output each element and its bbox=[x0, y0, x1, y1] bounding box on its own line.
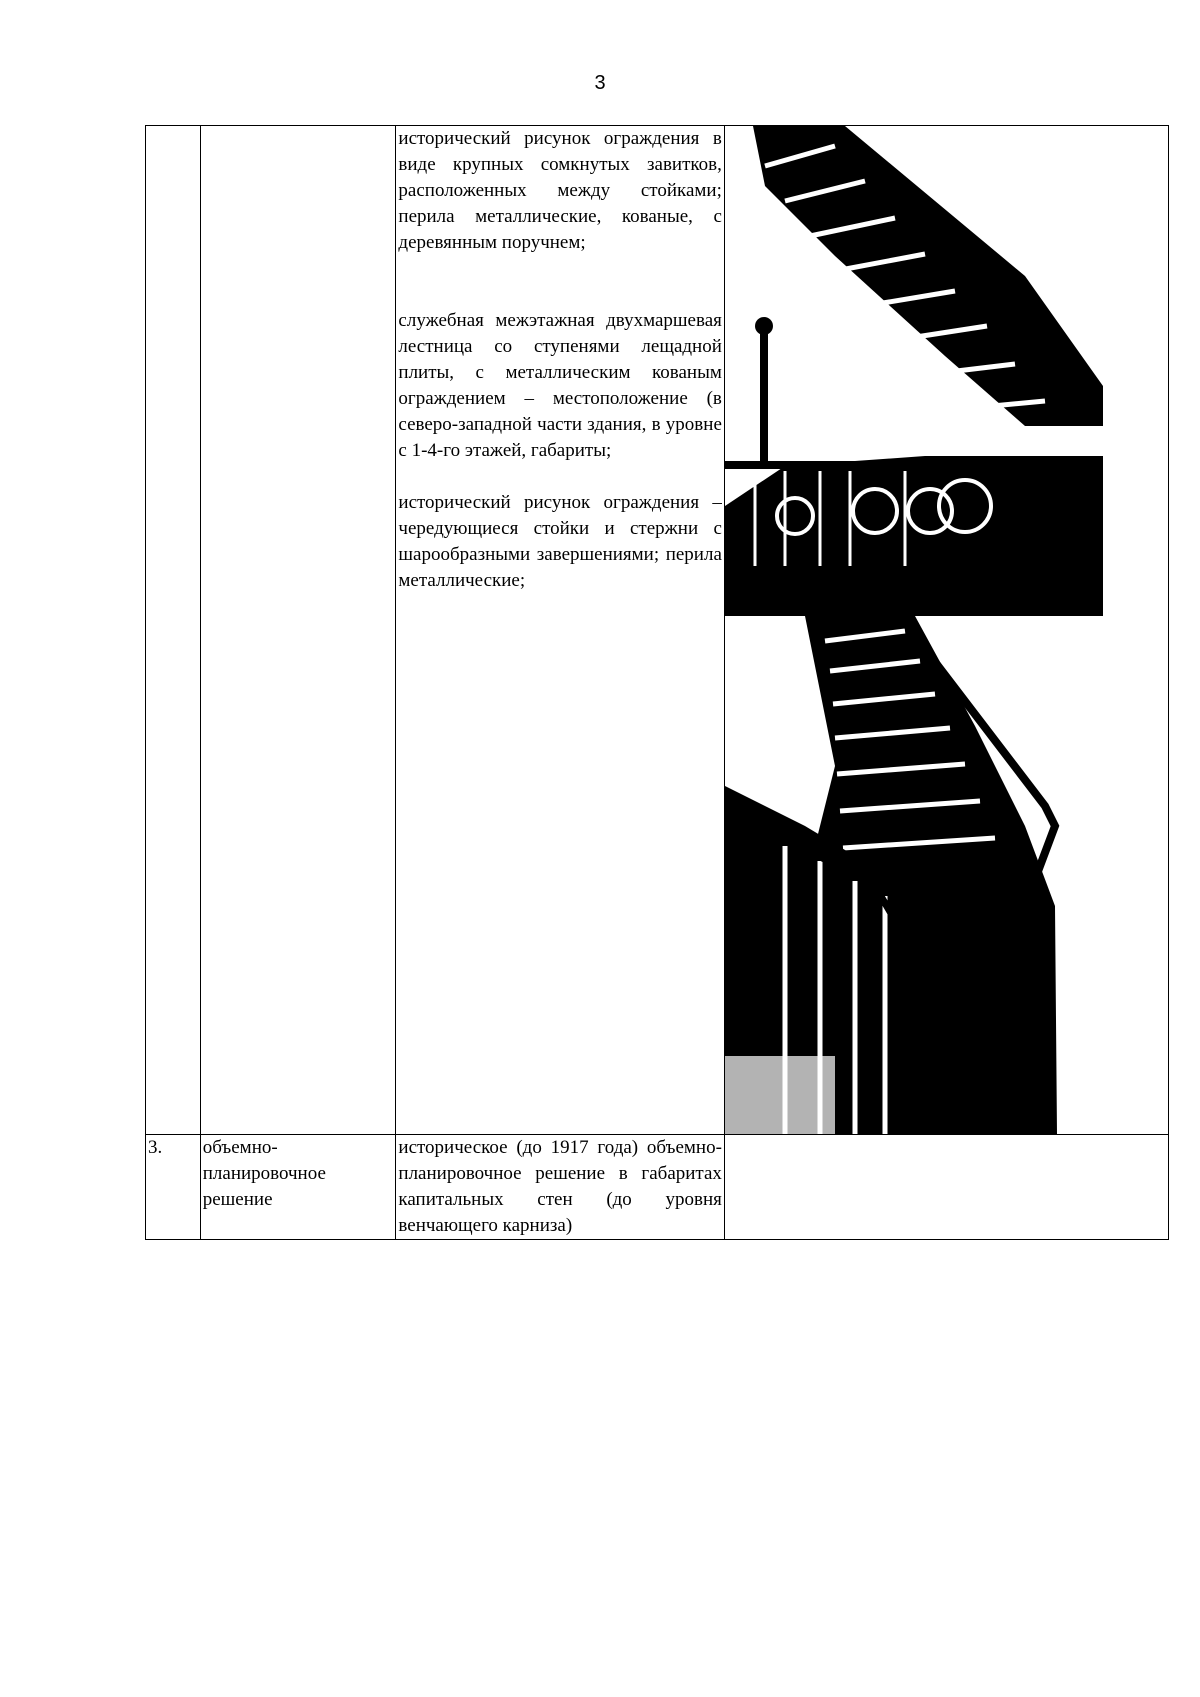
row-photo-cell bbox=[724, 126, 1168, 1135]
row-photo-cell bbox=[724, 1135, 1168, 1240]
table-row bbox=[146, 1135, 1169, 1240]
row-name-cell: объемно-планировочное решение bbox=[200, 1135, 396, 1240]
row-description-cell: историческое (до 1917 года) объемно-планировочное решение в габаритах капитальных стен (до уровня венчающего карниза) bbox=[396, 1135, 724, 1240]
description-paragraph: исторический рисунок ограждения в виде крупных сомкнутых завитков, расположенных между стойками; перила металлические, кованые, с деревянным поручнем; bbox=[398, 128, 722, 253]
staircase-photos bbox=[725, 126, 1161, 1134]
description-paragraph: исторический рисунок ограждения – чередующиеся стойки и стержни с шарообразными завершениями; перила металлические; bbox=[398, 492, 722, 591]
row-number-cell bbox=[146, 126, 201, 1135]
staircase-photo-scroll-railing bbox=[725, 126, 1161, 616]
row-description-cell bbox=[396, 126, 724, 1135]
description-paragraph: служебная межэтажная двухмаршевая лестница со ступенями лещадной плиты, с металлическим кованым ограждением – местоположение (в северо-западной части здания, в уровне с 1-4-го этажей, габариты; bbox=[398, 310, 722, 461]
row-number-cell: 3. bbox=[146, 1135, 201, 1240]
protected-items-table bbox=[145, 125, 1169, 1240]
staircase-photo-rod-railing bbox=[725, 616, 1057, 1134]
row-name-cell bbox=[200, 126, 396, 1135]
page-number: 3 bbox=[594, 72, 606, 94]
table-row bbox=[146, 126, 1169, 1135]
